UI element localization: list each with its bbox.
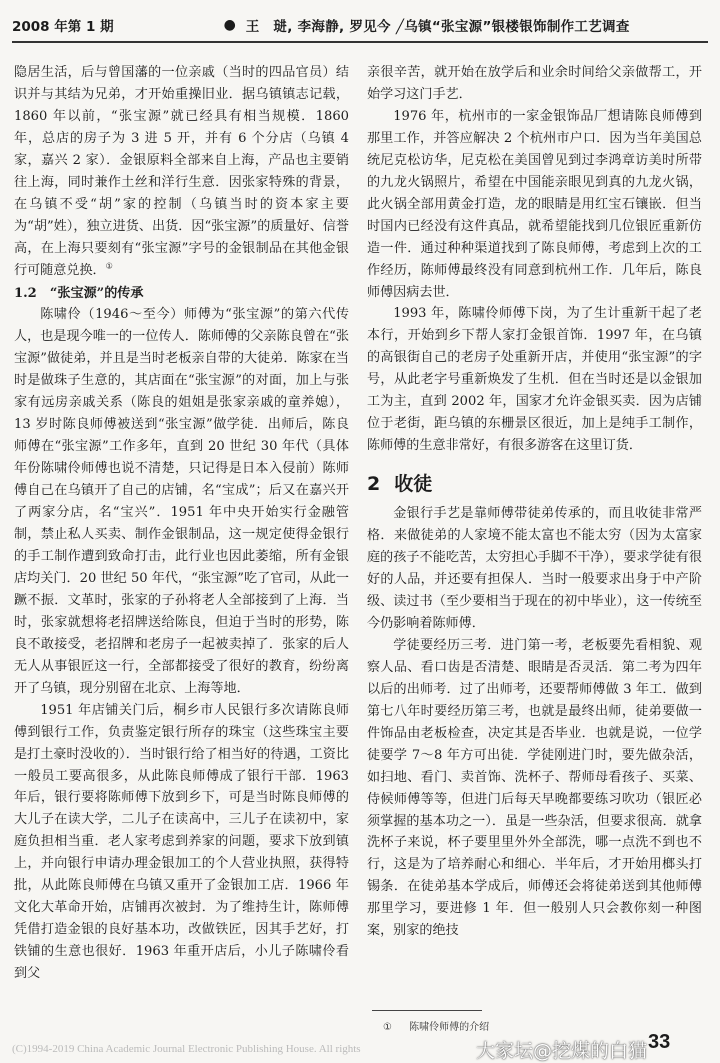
paragraph-text: 1993 年，陈啸伶师傅下岗，为了生计重新干起了老本行，开始到乡下帮人家打金银首饰．1997 年，在乌镇的高银街自己的老房子处重新开店，并使用“张宝源”的字号，从此老字号重新焕发了生机．但在当时还是以金银加工为主，直到 2002 年，国家才允许金银买卖．因为店铺位于老街，距乌镇的东栅景区很近，加上是纯手工制作，陈师傅的生意非常好，有很多游客在这里订货． xyxy=(367,306,702,454)
section-title: 收徒 xyxy=(394,473,433,496)
left-column xyxy=(14,62,349,985)
footnote-rule xyxy=(372,1010,482,1011)
paragraph xyxy=(367,303,702,457)
footnote-text: 陈啸伶师傅的介绍 xyxy=(409,1022,490,1033)
bullet-icon: ● xyxy=(223,17,236,33)
paragraph-text: 隐居生活，后与曾国藩的一位亲戚（当时的四品官员）结识并与其结为兄弟，才开始重操旧业．据乌镇镇志记载，1860 年以前，“张宝源”就已经具有相当规模．1860 年，总店的房子为 3 进 5 开，并有 6 个分店（乌镇 4 家，嘉兴 2 家）．金银原料全部来自上海，产品也主要销往上海，同时兼作土丝和洋行生意．因张家特殊的背景，在乌镇不受“胡”家的控制（乌镇当时的资本家主要为“胡”姓），独立进货、出货．因“张宝源”的质量好、信誉高，在上海只要刻有“张宝源”字号的金银制品在其他金银行可随意兑换． xyxy=(14,65,349,278)
paragraph-text: 1976 年，杭州市的一家金银饰品厂想请陈良师傅到那里工作，并答应解决 2 个杭州市户口．因为当年美国总统尼克松访华，尼克松在美国曾见到过李鸿章访美时所带的九龙火锅照片，希望在中国能亲眼见到真的九龙火锅，此火锅全部用黄金打造，龙的眼睛是用红宝石镶嵌．但当时国内已经没有这件真品，就希望能找到几位银匠重新仿造一件．通过种种渠道找到了陈良师傅，考虑到上次的工作经历，陈师傅最终没有同意到杭州工作．几年后，陈良师傅因病去世． xyxy=(367,108,702,300)
paragraph xyxy=(367,503,702,635)
paragraph xyxy=(14,700,349,985)
right-column xyxy=(367,62,702,942)
paragraph-text: 陈啸伶（1946～至今）师傅为“张宝源”的第六代传人，也是现今唯一的一位传人．陈师傅的父亲陈良曾在“张宝源”做徒弟，并且是当时老板亲自带的大徒弟．陈家在当时是做珠子生意的，其店面在“张宝源”的对面，加上与张家有远房亲戚关系（陈良的姐姐是张家亲戚的童养媳），13 岁时陈良师傅被送到“张宝源”做学徒．出师后，陈良师傅在“张宝源”工作多年，直到 20 世纪 30 年代（具体年份陈啸伶师傅也说不清楚，只记得是日本入侵前）陈师傅自己在乌镇开了自己的店铺，名“宝成”；后又在嘉兴开了两家分店，名“宝兴”．1951 年中央开始实行金融管制，禁止私人买卖、制作金银制品，这一规定使得金银行的手工制作遭到致命打击，此行业也因此萎缩，所有金银店均关门．20 世纪 50 年代，“张宝源”吃了官司，从此一蹶不振．文革时，张家的子孙将老人全部接到了上海．当时，张家就想将老招牌送给陈良，但迫于当时的形势，陈良不敢接受，老招牌和老房子一起被卖掉了．张家的后人无人从事银匠这一行，全部都接受了很好的教育，纷纷离开了乌镇，现分别留在北京、上海等地． xyxy=(14,307,349,696)
paragraph-text: 学徒要经历三考．进门第一考，老板要先看相貌、观察人品、看口齿是否清楚、眼睛是否灵活．第二考为四年以后的出师考．过了出师考，还要帮师傅做 3 年工．做到第七八年时要经历第三考，也就是最终出师，徒弟要做一件饰品由老板检查，决定其是否毕业．也就是说，一位学徒要学 7～8 年方可出徒．学徒刚进门时，要先做杂活，如扫地、看门、卖首饰、洗杯子、帮师母看孩子、买菜、侍候师傅等等，但进门后每天早晚都要练习吹功（银匠必须掌握的基本功之一）．虽是一些杂活，但要求很高．就拿洗杯子来说，杯子要里里外外全部洗，哪一点洗不到也不行，这是为了培养耐心和细心．半年后，才开始用榔头打锡条．在徒弟基本学成后，师傅还会将徒弟送到其他师傅那里学习，要进修 1 年．但一般别人只会教你刻一种图案，别家的绝技 xyxy=(367,637,702,939)
paragraph xyxy=(367,62,702,106)
paragraph-text: 金银行手艺是靠师傅带徒弟传承的，而且收徒非常严格．来做徒弟的人家境不能太富也不能太穷（因为太富家庭的孩子不能吃苦，太穷担心手脚不干净），要求学徒有很好的人品，并还要有担保人．当时一般要求出身于中产阶级、读过书（至少要相当于现在的初中毕业），这一传统至今仍影响着陈师傅． xyxy=(367,506,702,631)
watermark: 大家坛@挖煤的白猫 xyxy=(476,1040,648,1062)
running-title: 王 琎, 李海静, 罗见今 ╱乌镇“张宝源”银楼银饰制作工艺调查 xyxy=(245,19,630,35)
copyright-line: (C)1994-2019 China Academic Journal Electronic Publishing House. All rights xyxy=(12,1043,361,1055)
section-heading xyxy=(367,469,702,499)
section-number: 2 xyxy=(367,473,381,496)
header-rule xyxy=(12,41,708,43)
paragraph-text: 1951 年店铺关门后，桐乡市人民银行多次请陈良师傅到银行工作，负责鉴定银行所存的珠宝（这些珠宝主要是打土豪时没收的）．当时银行给了相当好的待遇，工资比一般员工要高很多，从此陈良师傅成了银行干部．1963 年后，银行要将陈师傅下放到乡下，可是当时陈良师傅的大儿子在读大学，二儿子在读高中，三儿子在读初中，家庭负担相当重．老人家考虑到养家的问题，要求下放到镇上，并向银行申请办理金银加工的个人营业执照，获得特批，从此陈良师傅在乌镇又重开了金银加工店．1966 年文化大革命开始，店铺再次被封．为了维持生计，陈师傅凭借打造金银的良好基本功，改做铁匠，因其手艺好，打铁铺的生意也很好．1963 年重开店后，小儿子陈啸伶看到父 xyxy=(14,702,349,982)
footnote-reference[interactable]: ① xyxy=(105,261,113,271)
footnote-mark: ① xyxy=(383,1022,392,1033)
paragraph xyxy=(367,106,702,304)
footnote xyxy=(383,1018,489,1033)
paragraph-text: 亲很辛苦，就开始在放学后和业余时间给父亲做帮工，开始学习这门手艺． xyxy=(367,65,702,102)
paragraph xyxy=(14,62,349,282)
subsection-heading: 1.2 “张宝源”的传承 xyxy=(14,285,144,301)
running-header xyxy=(12,12,708,38)
page-number: 33 xyxy=(648,1031,671,1053)
paragraph xyxy=(14,304,349,699)
issue-label: 2008 年第 1 期 xyxy=(12,19,114,35)
paragraph xyxy=(367,635,702,942)
